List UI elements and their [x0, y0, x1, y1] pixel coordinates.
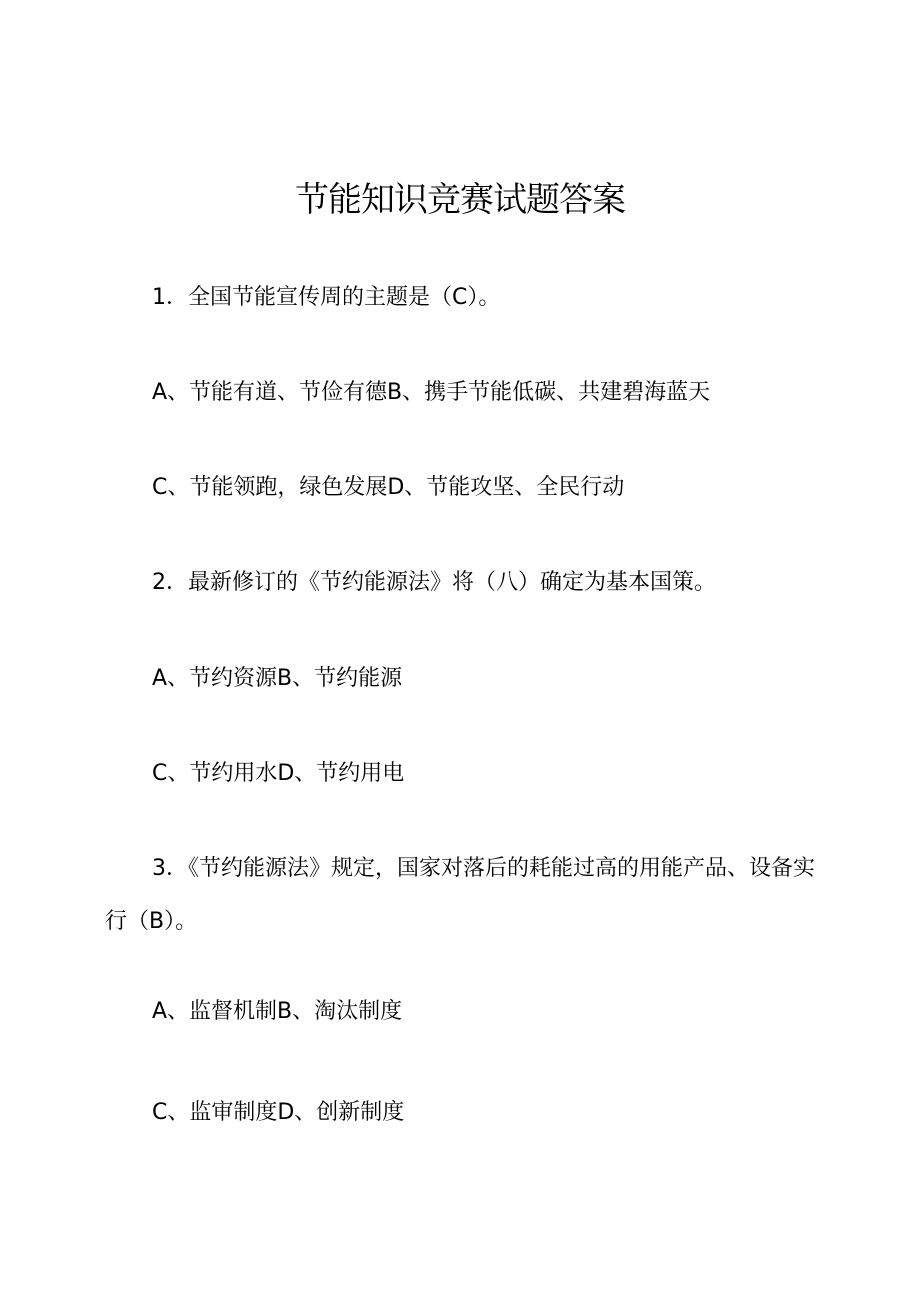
question-1-option-cd: C、节能领跑，绿色发展D、节能攻坚、全民行动	[152, 475, 625, 500]
question-3-option-ab: A、监督机制B、淘汰制度	[152, 999, 403, 1024]
question-3-option-cd: C、监审制度D、创新制度	[152, 1100, 405, 1125]
question-2-option-ab: A、节约资源B、节约能源	[152, 666, 403, 691]
question-1-text: 1．全国节能宣传周的主题是（C）。	[152, 285, 501, 310]
question-1-option-ab: A、节能有道、节俭有德B、携手节能低碳、共建碧海蓝天	[152, 380, 711, 405]
question-3-text: 3．《节约能源法》规定，国家对落后的耗能过高的用能产品、设备实行（B）。	[105, 856, 815, 934]
question-2-option-cd: C、节约用水D、节约用电	[152, 761, 405, 786]
question-2-text: 2．最新修订的《节约能源法》将（八）确定为基本国策。	[152, 570, 716, 595]
page-title: 节能知识竞赛试题答案	[295, 180, 625, 220]
